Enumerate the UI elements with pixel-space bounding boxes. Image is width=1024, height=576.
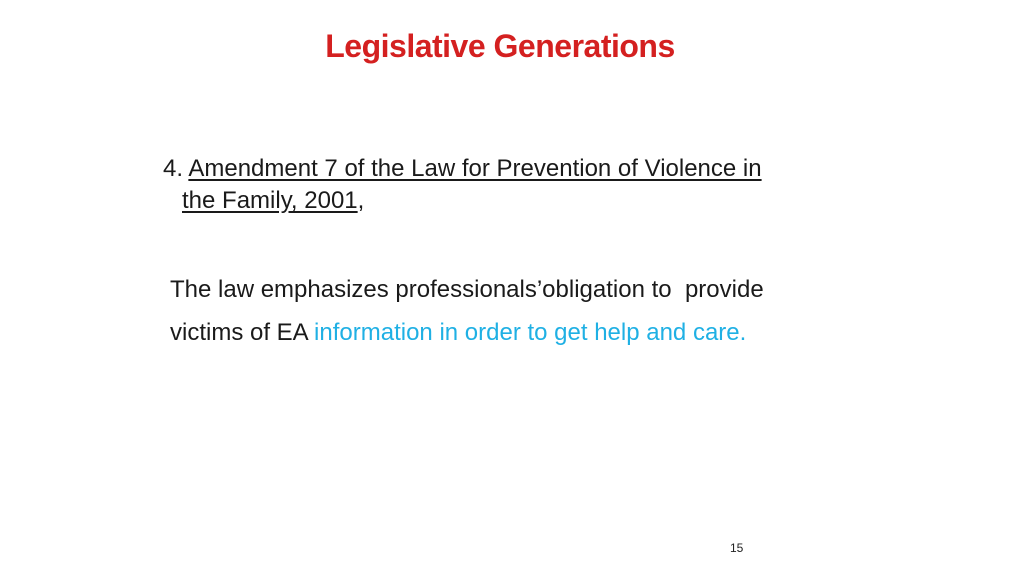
item-trailing-comma: , [357, 187, 365, 214]
paragraph-highlight: information in order to get help and care. [314, 319, 747, 346]
law-title-line1: Amendment 7 of the Law for Prevention of Violence in [188, 155, 762, 182]
numbered-item [163, 153, 863, 217]
paragraph-line2 [170, 311, 930, 354]
paragraph-line2-prefix: victims of EA [170, 319, 315, 346]
item-number: 4. [163, 155, 184, 182]
paragraph-line1: The law emphasizes professionals’obligation to provide [170, 276, 764, 303]
slide-title: Legislative Generations [325, 28, 675, 64]
law-title-line2: the Family, 2001 [182, 187, 358, 214]
page-number: 15 [730, 541, 744, 555]
body-paragraph [170, 268, 930, 354]
law-title-line2-wrap [163, 185, 863, 217]
